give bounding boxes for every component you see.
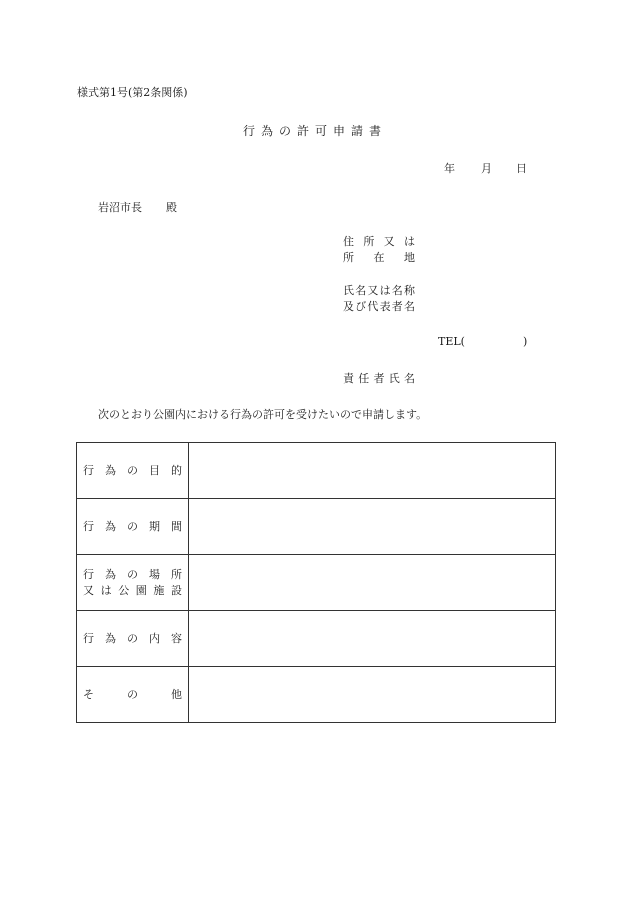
- table-row: [77, 499, 556, 555]
- row-label: [77, 611, 189, 667]
- document-title: 行為の許可申請書: [242, 124, 387, 138]
- row-label: [77, 443, 189, 499]
- row-label-line: そ の 他: [83, 687, 182, 701]
- tel-field: [438, 335, 527, 348]
- intro-text: 次のとおり公園内における行為の許可を受けたいので申請します。: [98, 408, 428, 421]
- application-table: [76, 442, 556, 723]
- responsible-person-label: [343, 371, 415, 387]
- row-value-field[interactable]: [189, 555, 556, 611]
- row-value-field[interactable]: [189, 499, 556, 555]
- row-label-line: 行為の内容: [83, 631, 182, 645]
- row-label: [77, 667, 189, 723]
- addressee-honorific: 殿: [166, 201, 177, 214]
- date-year-label: 年: [444, 162, 455, 175]
- row-value-field[interactable]: [189, 611, 556, 667]
- responsible-label-text: 責任者氏名: [343, 372, 415, 385]
- applicant-name-label: [343, 283, 415, 315]
- addressee: [98, 199, 177, 215]
- row-label: [77, 499, 189, 555]
- table-row: [77, 443, 556, 499]
- applicant-address-label: [343, 234, 415, 266]
- name-label-line2: 及び代表者名: [343, 300, 415, 313]
- date-month-label: 月: [481, 162, 492, 175]
- row-value-field[interactable]: [189, 443, 556, 499]
- row-label-line: 行為の場所: [83, 567, 182, 581]
- row-value-field[interactable]: [189, 667, 556, 723]
- row-label-line: 行為の目的: [83, 463, 182, 477]
- address-label-line1: 住所又は: [343, 235, 415, 248]
- table-row: [77, 667, 556, 723]
- address-label-line2: 所在地: [343, 251, 415, 264]
- row-label-line: 行為の期間: [83, 519, 182, 533]
- row-label-line: 又は公園施設: [83, 583, 182, 597]
- name-label-line1: 氏名又は名称: [343, 284, 415, 297]
- tel-close-label: ): [522, 335, 528, 348]
- addressee-name: 岩沼市長: [98, 201, 142, 214]
- row-label: [77, 555, 189, 611]
- table-row: [77, 555, 556, 611]
- tel-open-label: TEL(: [438, 335, 465, 348]
- form-number: 様式第1号(第2条関係): [77, 86, 188, 99]
- table-row: [77, 611, 556, 667]
- date-day-label: 日: [516, 162, 527, 175]
